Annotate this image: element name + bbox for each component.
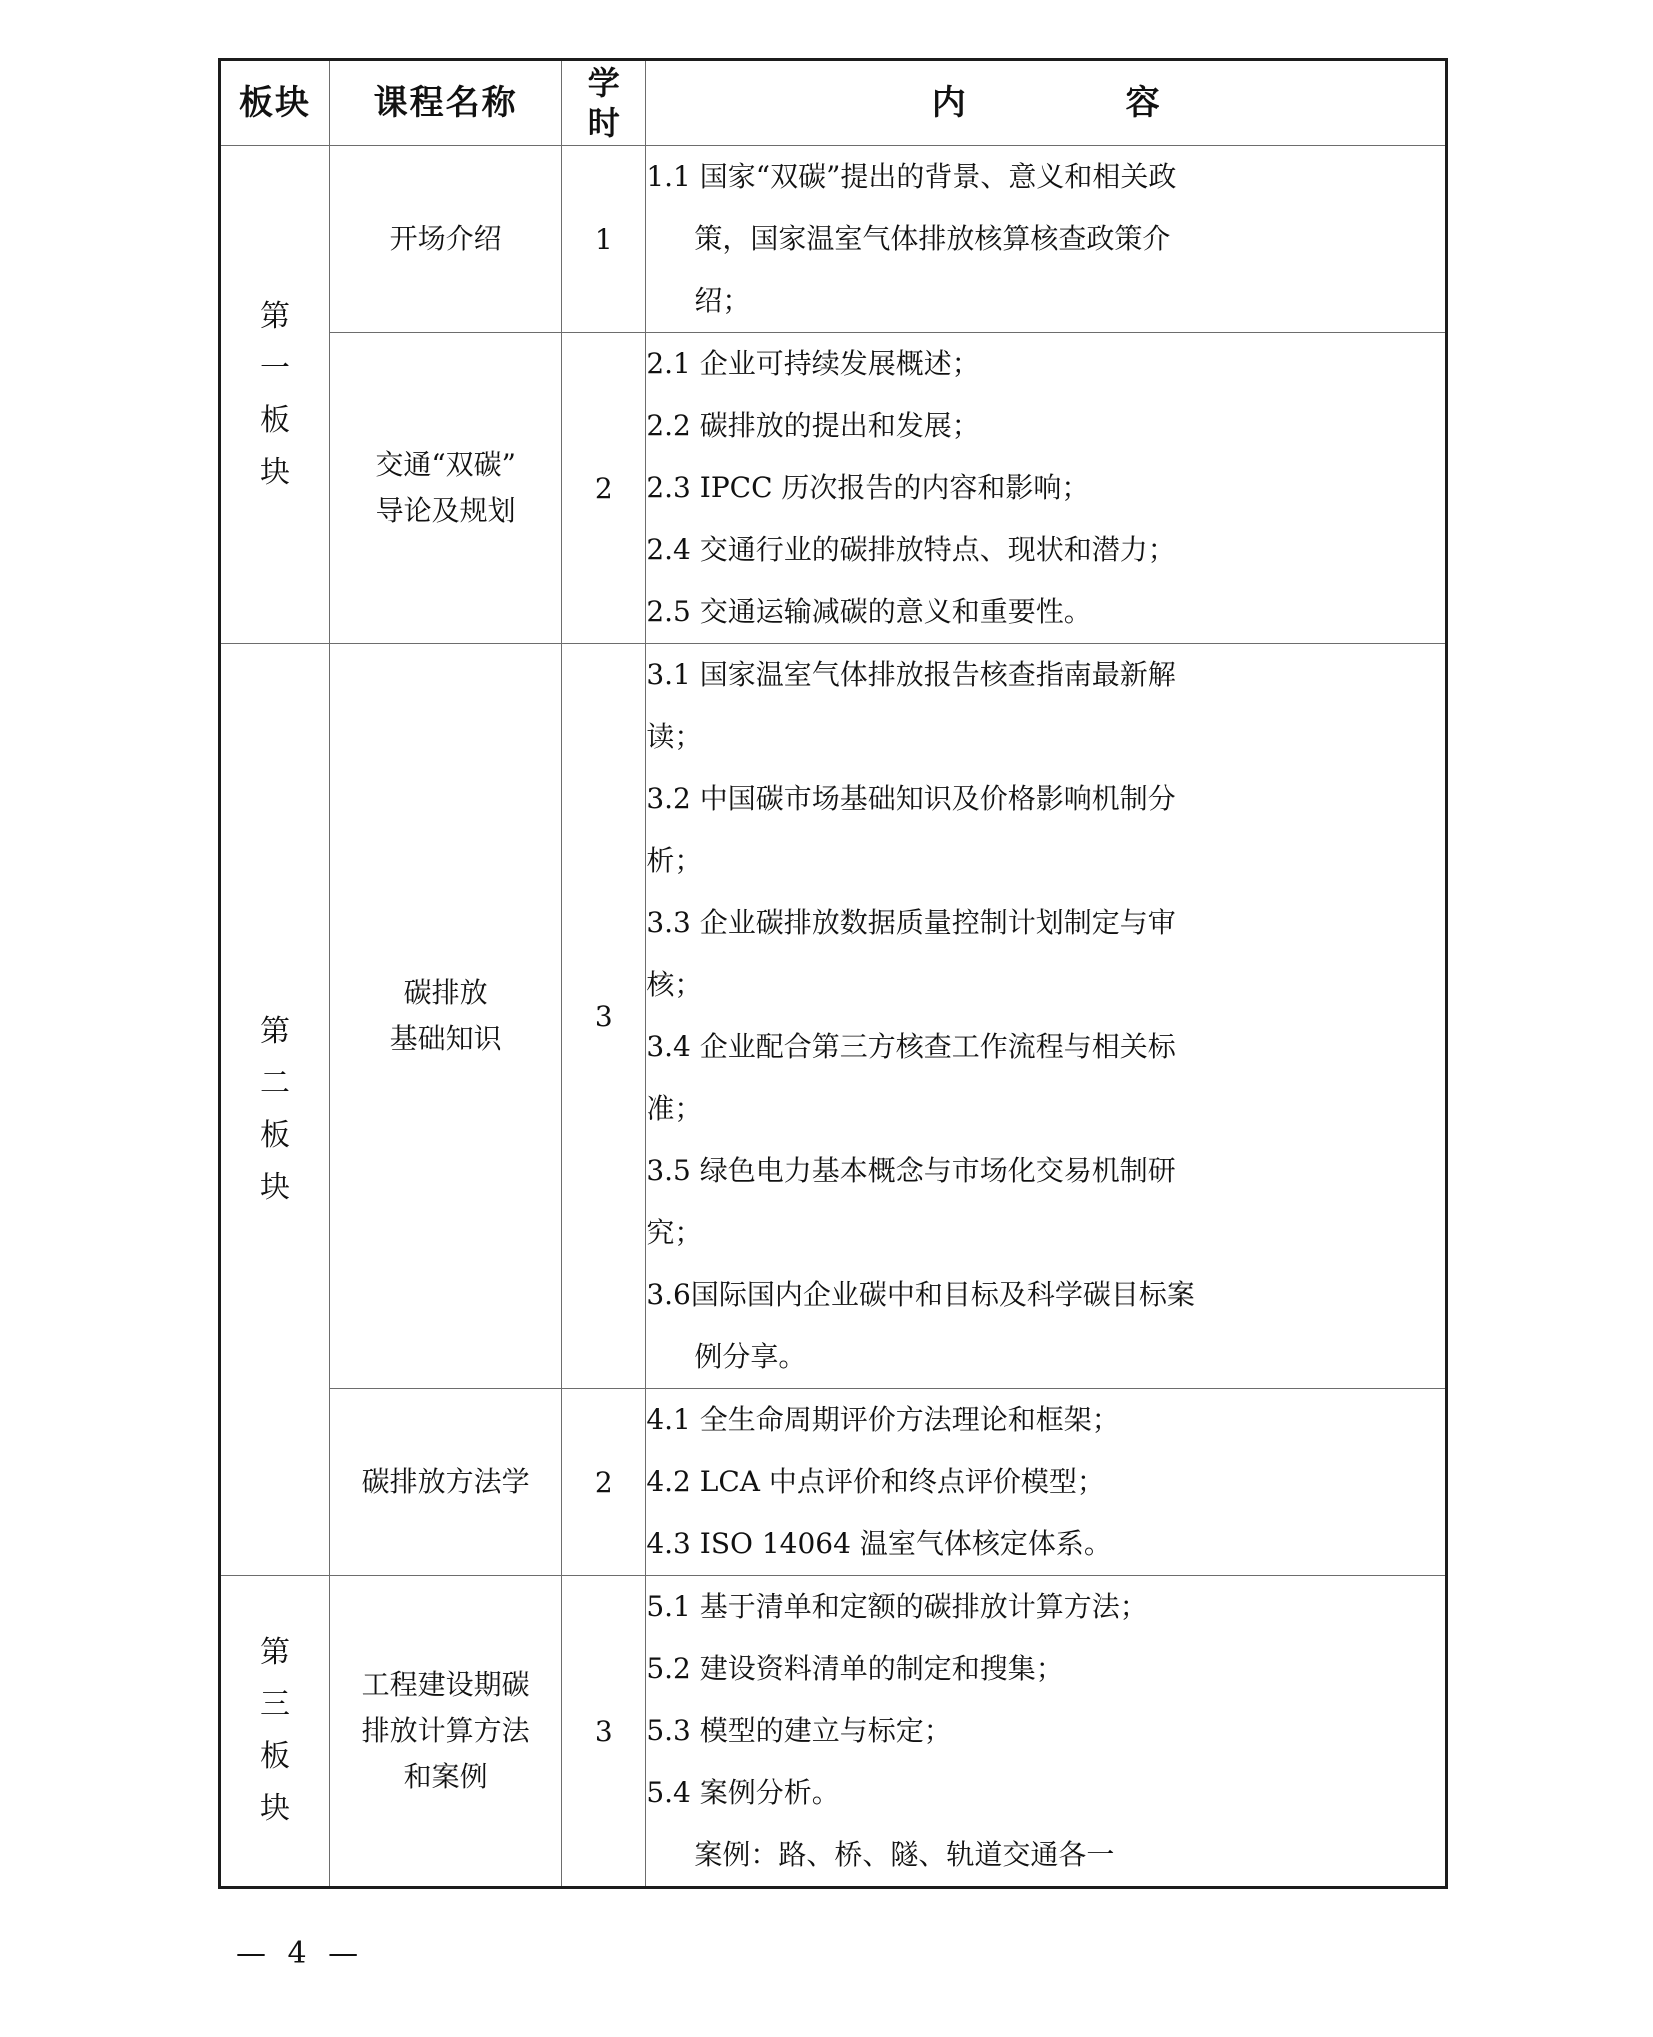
hours-cell: 2 bbox=[562, 1389, 646, 1576]
course-name-line: 排放计算方法 bbox=[361, 1714, 530, 1747]
course-schedule-table-wrapper bbox=[218, 58, 1448, 1889]
content-line: 2.1 企业可持续发展概述； bbox=[646, 347, 980, 380]
block-label-char: 三 bbox=[260, 1687, 291, 1722]
content-cell bbox=[646, 333, 1447, 644]
content-line: 5.3 模型的建立与标定； bbox=[646, 1714, 952, 1747]
content-line: 2.5 交通运输减碳的意义和重要性。 bbox=[646, 595, 1092, 628]
content-line: 4.1 全生命周期评价方法理论和框架； bbox=[646, 1403, 1120, 1436]
content-line: 3.2 中国碳市场基础知识及价格影响机制分 bbox=[646, 782, 1176, 815]
content-line: 4.2 LCA 中点评价和终点评价模型； bbox=[646, 1465, 1105, 1498]
course-name-line: 碳排放方法学 bbox=[361, 1465, 530, 1498]
block-label-char: 一 bbox=[260, 350, 291, 386]
content-line: 2.2 碳排放的提出和发展； bbox=[646, 409, 980, 442]
table-row bbox=[220, 146, 1447, 333]
course-name-line: 交通“双碳” bbox=[375, 448, 516, 481]
header-hours bbox=[562, 60, 646, 146]
content-line: 3.4 企业配合第三方核查工作流程与相关标 bbox=[646, 1030, 1176, 1063]
header-hours-line2: 时 bbox=[587, 104, 620, 142]
table-row bbox=[220, 333, 1447, 644]
content-cell bbox=[646, 1389, 1447, 1576]
header-hours-stack bbox=[562, 63, 645, 143]
hours-cell: 3 bbox=[562, 1576, 646, 1888]
course-name-line: 工程建设期碳 bbox=[361, 1668, 530, 1701]
content-line: 析； bbox=[646, 844, 703, 877]
content-line: 3.5 绿色电力基本概念与市场化交易机制研 bbox=[646, 1154, 1176, 1187]
block-label-char: 块 bbox=[260, 1791, 291, 1826]
course-name-line: 基础知识 bbox=[389, 1022, 502, 1055]
block-label-char: 第 bbox=[260, 1635, 291, 1670]
table-row bbox=[220, 1389, 1447, 1576]
content-line: 3.3 企业碳排放数据质量控制计划制定与审 bbox=[646, 906, 1176, 939]
table-body bbox=[220, 146, 1447, 1888]
content-line: 2.3 IPCC 历次报告的内容和影响； bbox=[646, 471, 1090, 504]
course-name-cell bbox=[330, 1389, 562, 1576]
table-header-row bbox=[220, 60, 1447, 146]
content-cell bbox=[646, 644, 1447, 1389]
content-line: 例分享。 bbox=[694, 1340, 807, 1373]
header-course-name: 课程名称 bbox=[330, 60, 562, 146]
block-label-char: 第 bbox=[260, 1013, 291, 1049]
block-label-char: 块 bbox=[260, 454, 291, 490]
course-name-cell bbox=[330, 146, 562, 333]
course-name-cell bbox=[330, 644, 562, 1389]
table-row bbox=[220, 1576, 1447, 1888]
hours-cell: 3 bbox=[562, 644, 646, 1389]
block-label-char: 板 bbox=[260, 1739, 291, 1774]
page-number: — 4 — bbox=[236, 1936, 365, 1971]
course-name-cell bbox=[330, 333, 562, 644]
content-line: 准； bbox=[646, 1092, 703, 1125]
block-label-cell bbox=[220, 644, 330, 1576]
content-line: 3.1 国家温室气体排放报告核查指南最新解 bbox=[646, 658, 1176, 691]
block-label-char: 第 bbox=[260, 298, 291, 334]
block-label-char: 板 bbox=[260, 402, 291, 438]
hours-cell: 1 bbox=[562, 146, 646, 333]
content-cell bbox=[646, 146, 1447, 333]
course-name-line: 开场介绍 bbox=[389, 222, 502, 255]
content-line: 1.1 国家“双碳”提出的背景、意义和相关政 bbox=[646, 160, 1177, 193]
content-line: 4.3 ISO 14064 温室气体核定体系。 bbox=[646, 1527, 1112, 1560]
block-label-char: 二 bbox=[260, 1065, 291, 1101]
course-name-line: 和案例 bbox=[403, 1760, 488, 1793]
block-label-vertical bbox=[221, 1006, 329, 1214]
block-label-cell bbox=[220, 1576, 330, 1888]
content-line: 2.4 交通行业的碳排放特点、现状和潜力； bbox=[646, 533, 1176, 566]
content-line: 案例：路、桥、隧、轨道交通各一 bbox=[694, 1838, 1115, 1871]
content-line: 5.4 案例分析。 bbox=[646, 1776, 840, 1809]
block-label-cell bbox=[220, 146, 330, 644]
course-schedule-table bbox=[218, 58, 1448, 1889]
content-cell bbox=[646, 1576, 1447, 1888]
header-hours-line1: 学 bbox=[587, 64, 620, 102]
content-line: 究； bbox=[646, 1216, 703, 1249]
content-line: 5.2 建设资料清单的制定和搜集； bbox=[646, 1652, 1064, 1685]
hours-cell: 2 bbox=[562, 333, 646, 644]
content-line: 绍； bbox=[694, 284, 751, 317]
header-block: 板块 bbox=[220, 60, 330, 146]
block-label-vertical bbox=[221, 291, 329, 499]
block-label-char: 块 bbox=[260, 1169, 291, 1205]
course-name-line: 碳排放 bbox=[403, 976, 488, 1009]
course-name-cell bbox=[330, 1576, 562, 1888]
content-line: 策，国家温室气体排放核算核查政策介 bbox=[694, 222, 1171, 255]
block-label-vertical bbox=[221, 1627, 329, 1835]
header-content bbox=[646, 60, 1447, 146]
header-content-label: 内 容 bbox=[931, 83, 1234, 123]
table-row bbox=[220, 644, 1447, 1389]
content-line: 5.1 基于清单和定额的碳排放计算方法； bbox=[646, 1590, 1148, 1623]
course-name-line: 导论及规划 bbox=[375, 494, 516, 527]
table-header bbox=[220, 60, 1447, 146]
block-label-char: 板 bbox=[260, 1117, 291, 1153]
content-line: 读； bbox=[646, 720, 703, 753]
content-line: 3.6国际国内企业碳中和目标及科学碳目标案 bbox=[646, 1278, 1195, 1311]
content-line: 核； bbox=[646, 968, 703, 1001]
